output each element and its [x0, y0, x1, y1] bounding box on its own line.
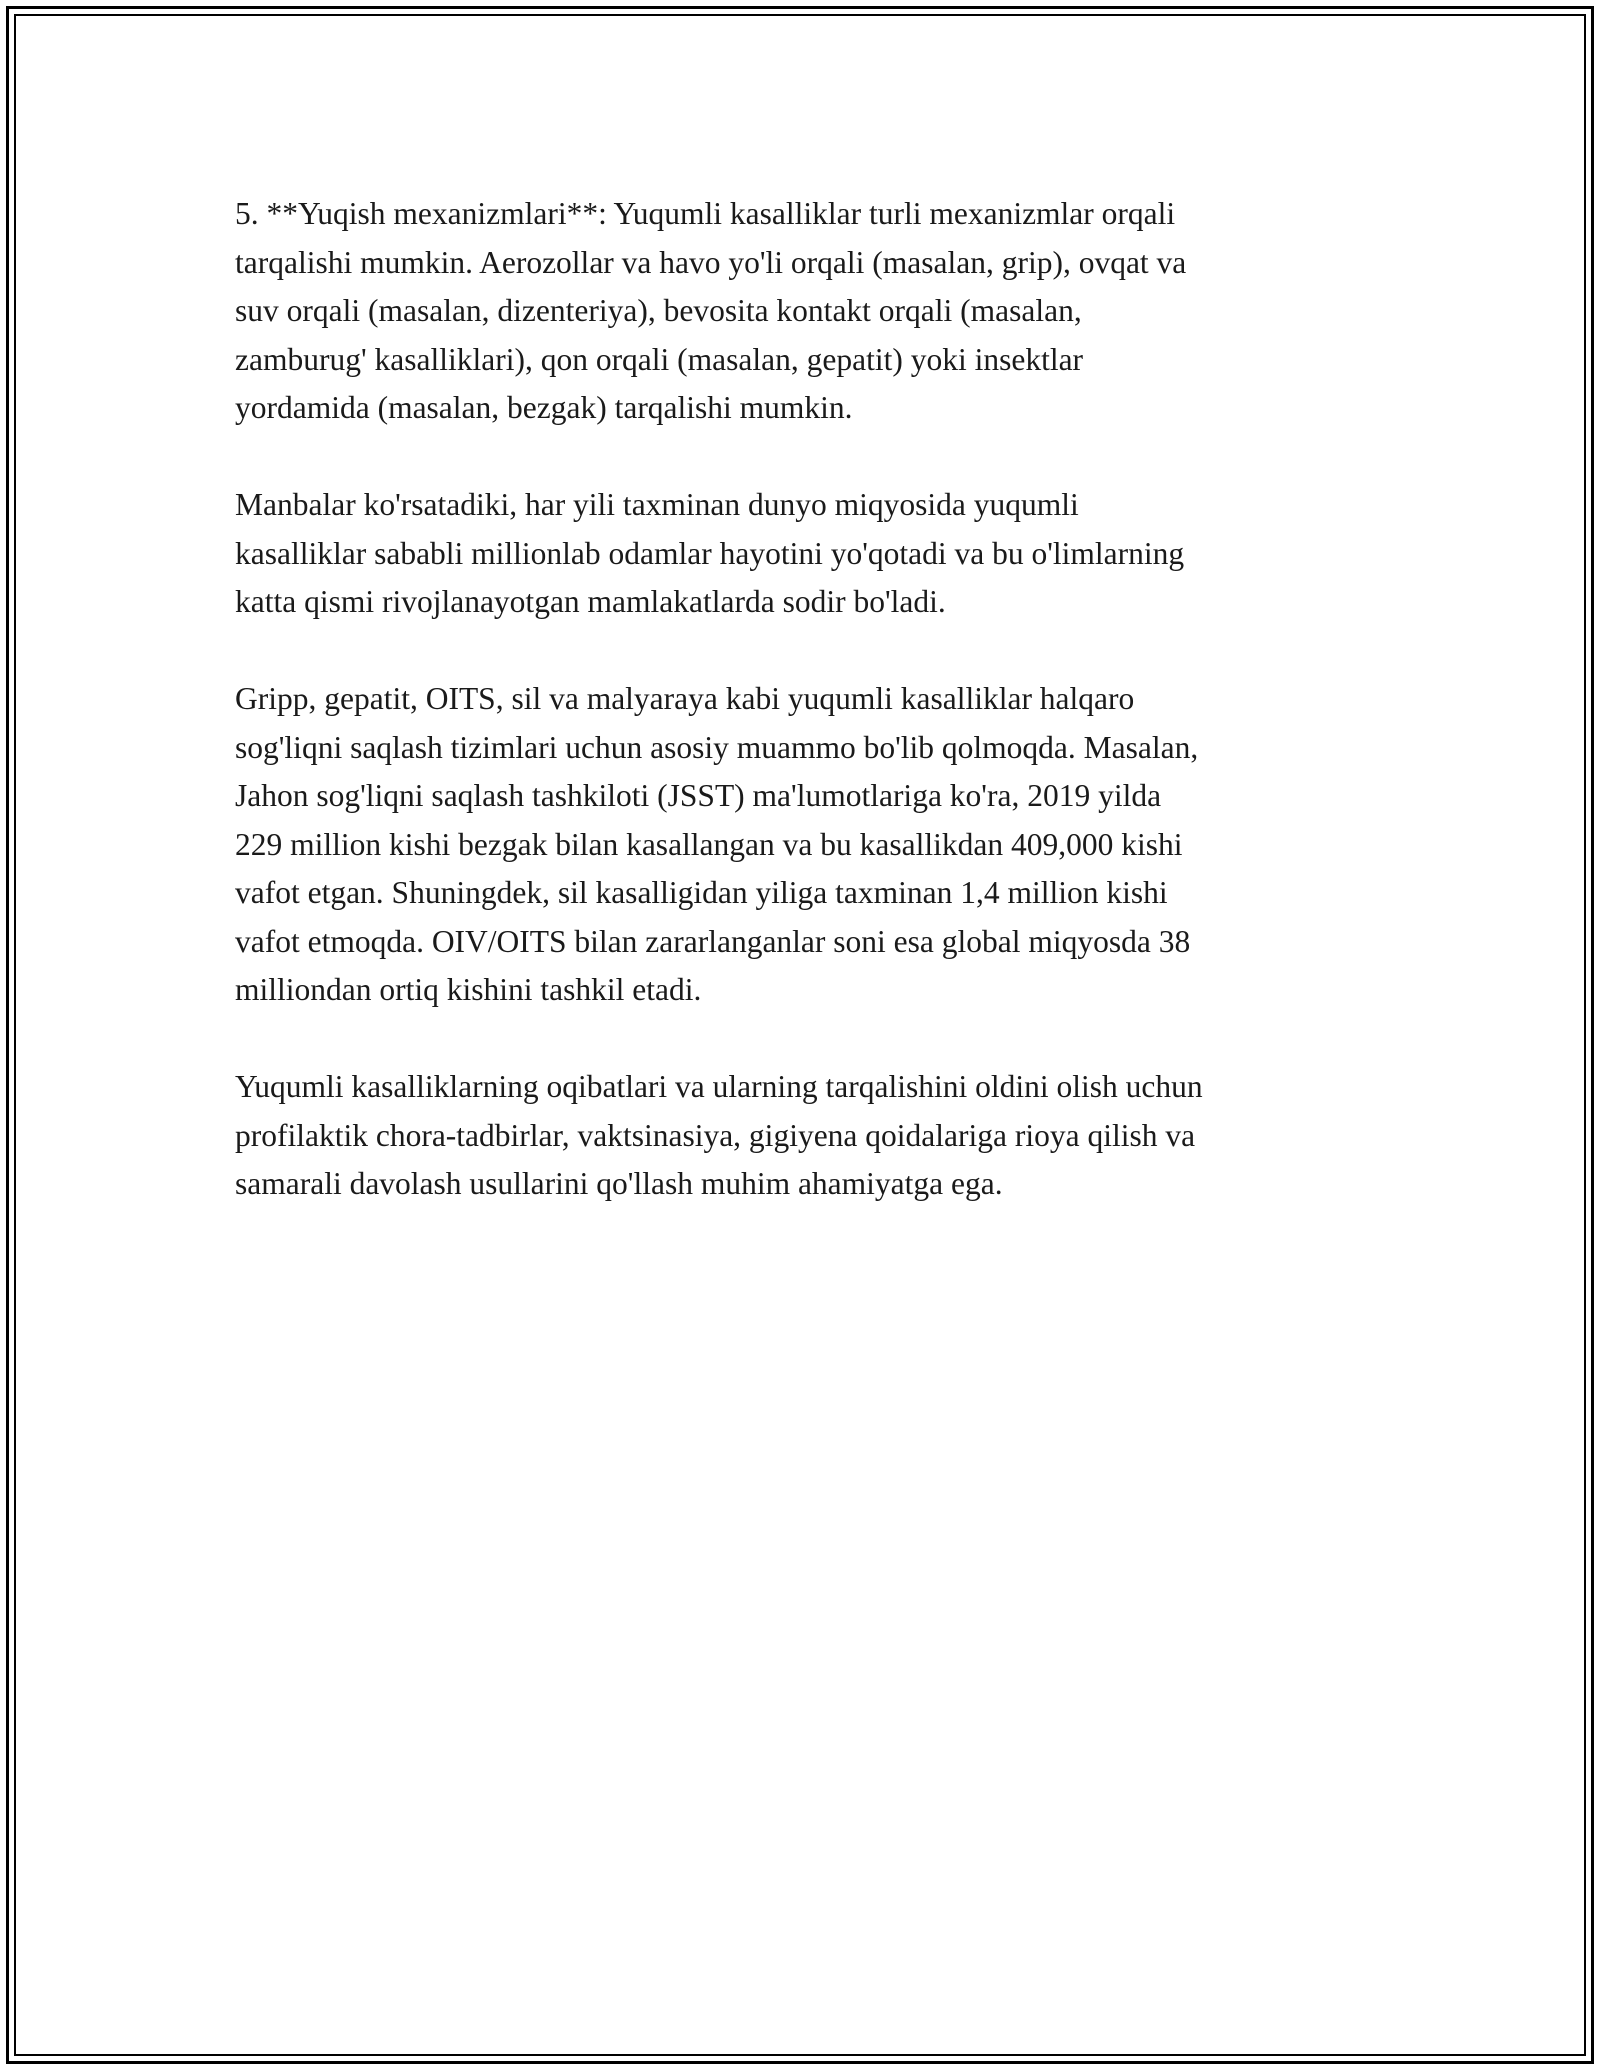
document-body: [235, 190, 1385, 1257]
paragraph-global-statistics: Gripp, gepatit, OITS, sil va malyaraya kabi yuqumli kasalliklar halqaro sog'liqni saqlash tizimlari uchun asosiy muammo bo'lib qolmoqda. Masalan, Jahon sog'liqni saqlash tashkiloti (JSST) ma'lumotlariga ko'ra, 2019 yilda 229 million kishi bezgak bilan kasallangan va bu kasallikdan 409,000 kishi vafot etgan. Shuningdek, sil kasalligidan yiliga taxminan 1,4 million kishi vafot etmoqda. OIV/OITS bilan zararlanganlar soni esa global miqyosda 38 milliondan ortiq kishini tashkil etadi.: [235, 681, 1199, 1007]
paragraph-annual-deaths: Manbalar ko'rsatadiki, har yili taxminan dunyo miqyosida yuqumli kasalliklar sababli millionlab odamlar hayotini yo'qotadi va bu o'limlarning katta qismi rivojlanayotgan mamlakatlarda sodir bo'ladi.: [235, 487, 1185, 619]
paragraph-transmission-mechanisms: 5. **Yuqish mexanizmlari**: Yuqumli kasalliklar turli mexanizmlar orqali tarqalishi mumkin. Aerozollar va havo yo'li orqali (masalan, grip), ovqat va suv orqali (masalan, dizenteriya), bevosita kontakt orqali (masalan, zamburug' kasalliklari), qon orqali (masalan, gepatit) yoki insektlar yordamida (masalan, bezgak) tarqalishi mumkin.: [235, 196, 1187, 425]
paragraph-prevention: Yuqumli kasalliklarning oqibatlari va ularning tarqalishini oldini olish uchun profilaktik chora-tadbirlar, vaktsinasiya, gigiyena qoidalariga rioya qilish va samarali davolash usullarini qo'llash muhim ahamiyatga ega.: [235, 1069, 1203, 1201]
